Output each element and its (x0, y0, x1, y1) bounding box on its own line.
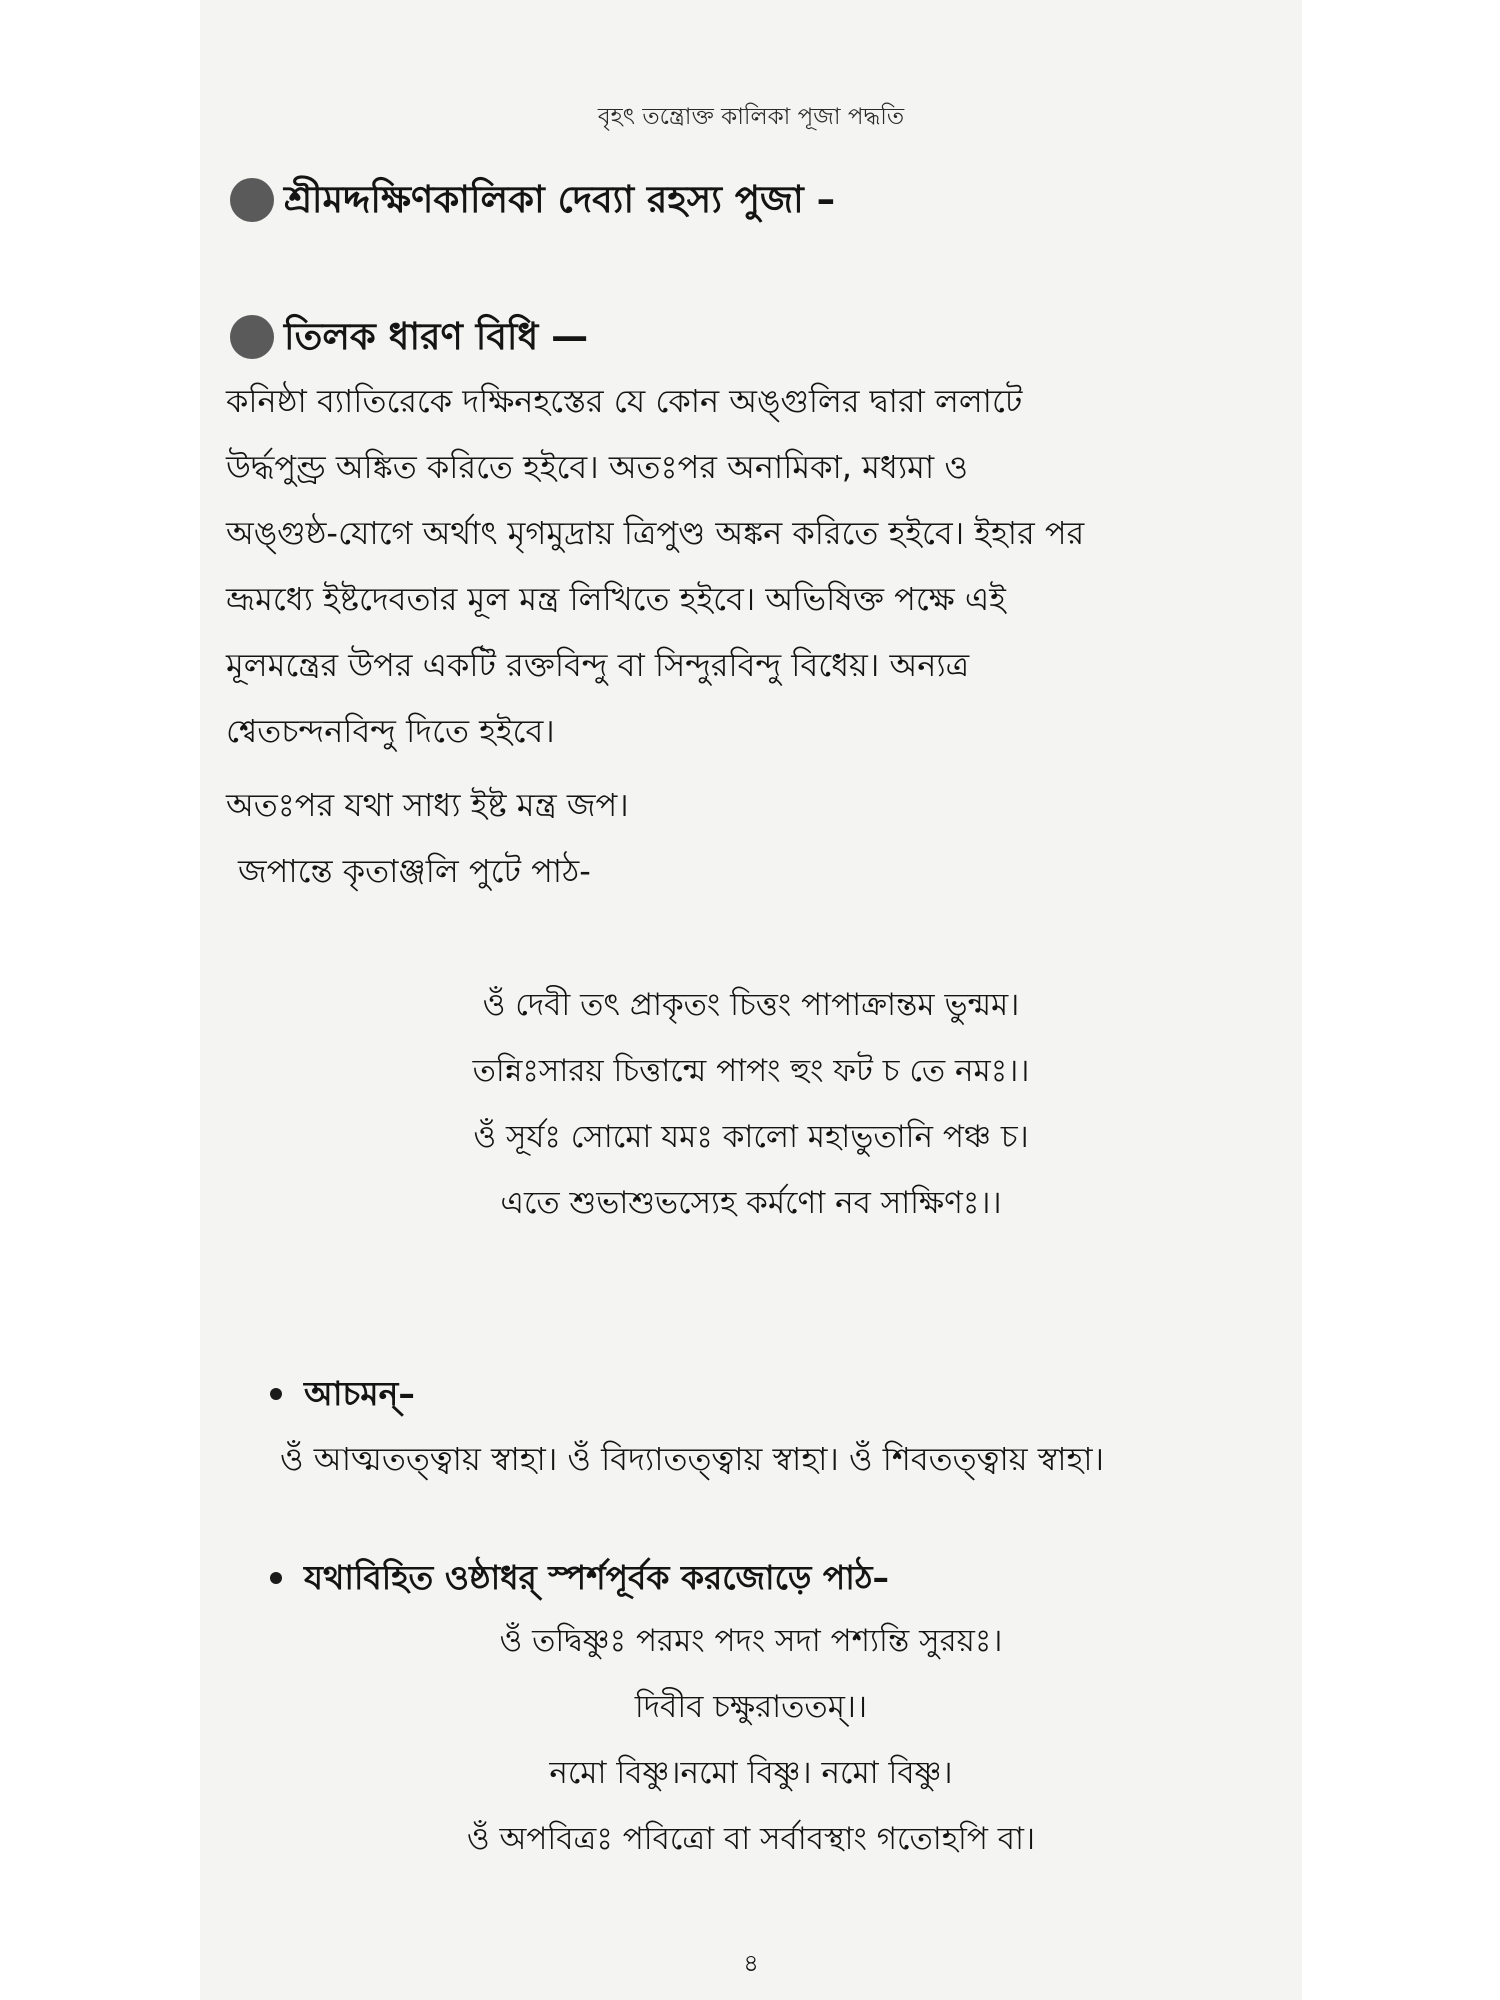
verse-line: নমো বিষ্ণু।নমো বিষ্ণু। নমো বিষ্ণু। (549, 1755, 953, 1791)
paragraph-line: শ্বেতচন্দনবিন্দু দিতে হইবে। (226, 712, 555, 750)
left-margin (0, 0, 200, 2000)
paragraph-line: উর্দ্ধপুণ্ড্র অঙ্কিত করিতে হইবে। অতঃপর অনামিকা, মধ্যমা ও (226, 448, 968, 486)
page-number: ৪ (743, 1949, 759, 1977)
right-margin (1302, 0, 1500, 2000)
sparsha-heading-text: যথাবিহিত ওষ্ঠাধর্ স্পর্শপূর্বক করজোড়ে পাঠ– (304, 1558, 890, 1597)
sparsha-heading (270, 1554, 889, 1602)
verse-line: তন্নিঃসারয় চিত্তান্মে পাপং হুং ফট চ তে নমঃ।। (472, 1053, 1030, 1089)
tilak-paragraph (226, 368, 1296, 764)
paragraph-line: কনিষ্ঠা ব্যাতিরেকে দক্ষিনহস্তের যে কোন অঙ্গুলির দ্বারা ললাটে (226, 382, 1023, 420)
achaman-heading-text: আচমন্– (304, 1374, 415, 1413)
heading-bullet-icon (230, 315, 274, 359)
heading-bullet-icon (230, 178, 274, 222)
verse-line: ওঁ সূর্যঃ সোমো যমঃ কালো মহাভুতানি পঞ্চ চ। (473, 1119, 1029, 1155)
heading-text: তিলক ধারণ বিধি — (284, 315, 589, 358)
section-heading-tilak (230, 313, 588, 361)
verse-block-2 (200, 1608, 1302, 1872)
achaman-line: ওঁ আত্মতত্ত্বায় স্বাহা। ওঁ বিদ্যাতত্ত্বায় স্বাহা। ওঁ শিবতত্ত্বায় স্বাহা। (280, 1440, 1105, 1478)
verse-line: এতে শুভাশুভস্যেহ কর্মণো নব সাক্ষিণঃ।। (500, 1185, 1002, 1221)
verse-line: ওঁ দেবী তৎ প্রাকৃতং চিত্তং পাপাক্রান্তম ভুন্মম। (482, 987, 1020, 1023)
verse-block-1 (200, 972, 1302, 1236)
heading-text: শ্রীমদ্দক্ষিণকালিকা দেব্যা রহস্য পুজা – (284, 178, 836, 221)
achaman-heading (270, 1370, 415, 1418)
verse-line: দিবীব চক্ষুরাততম্।। (634, 1689, 868, 1725)
paragraph-line: মূলমন্ত্রের উপর একটি রক্তবিন্দু বা সিন্দুরবিন্দু বিধেয়। অন্যত্র (226, 646, 970, 684)
running-head: বৃহৎ তন্ত্রোক্ত কালিকা পূজা পদ্ধতি (597, 104, 905, 130)
verse-line: ওঁ তদ্বিষ্ণুঃ পরমং পদং সদা পশ্যন্তি সুরয়ঃ। (499, 1623, 1003, 1659)
verse-line: ওঁ অপবিত্রঃ পবিত্রো বা সর্বাবস্থাং গতোহপি বা। (466, 1821, 1036, 1857)
paragraph-line: ভ্রূমধ্যে ইষ্টদেবতার মূল মন্ত্র লিখিতে হইবে। অভিষিক্ত পক্ষে এই (226, 580, 1006, 618)
paragraph-line: অঙ্গুষ্ঠ-যোগে অর্থাৎ মৃগমুদ্রায় ত্রিপুণ্ড অঙ্কন করিতে হইবে। ইহার পর (226, 514, 1085, 552)
bullet-dot-icon (270, 1572, 282, 1584)
section-heading-rahasya-puja (230, 176, 835, 224)
japa-line: অতঃপর যথা সাধ্য ইষ্ট মন্ত্র জপ। (226, 786, 629, 824)
bullet-dot-icon (270, 1388, 282, 1400)
japante-line: জপান্তে কৃতাঞ্জলি পুটে পাঠ- (238, 852, 591, 890)
